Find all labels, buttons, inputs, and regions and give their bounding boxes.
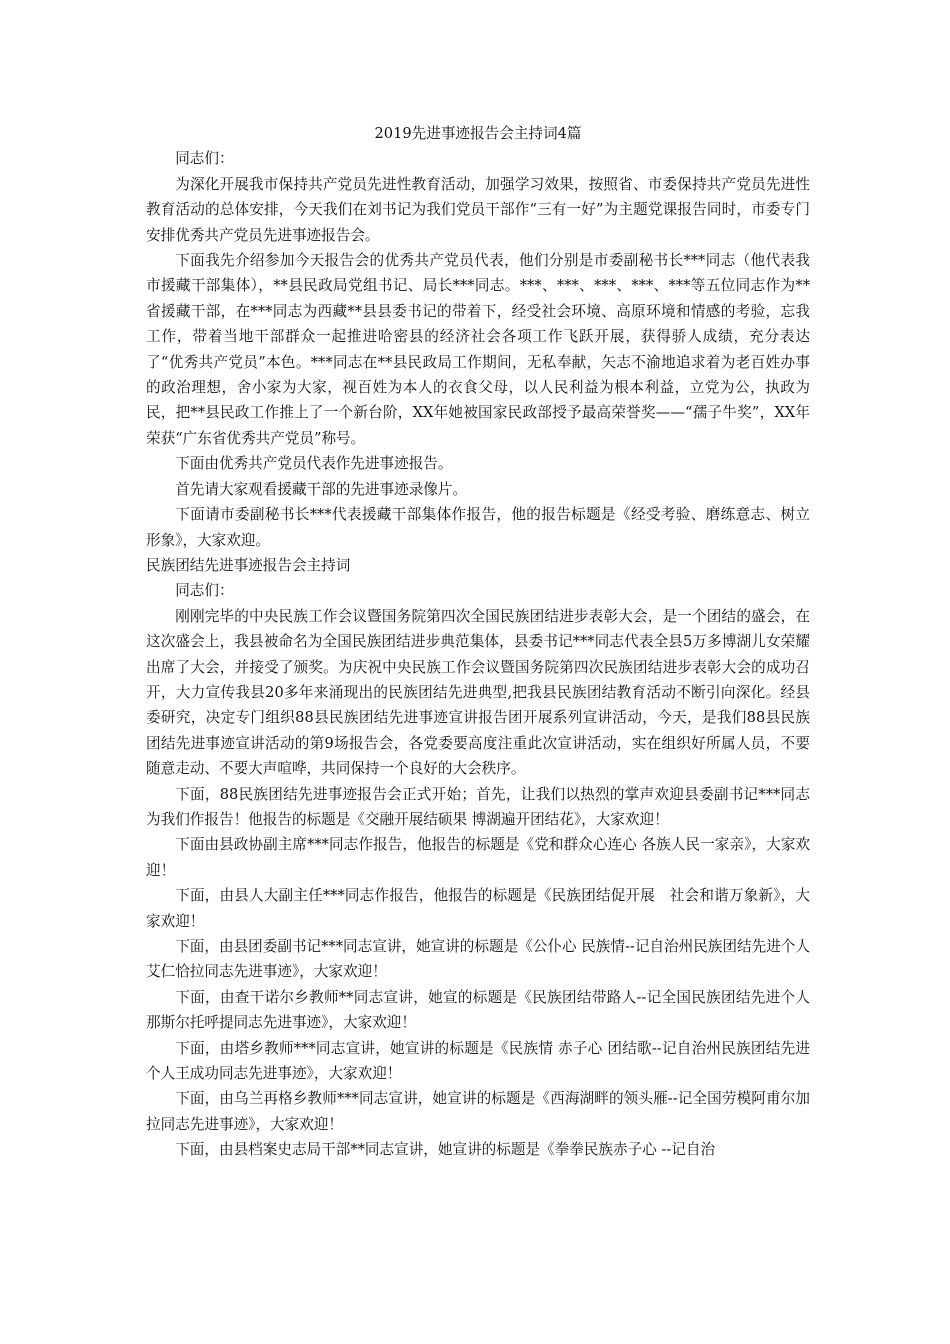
paragraph: 下面我先介绍参加今天报告会的优秀共产党员代表，他们分别是市委副秘书长***同志（他代表我市援藏干部集体），**县民政局党组书记、局长***同志。***、***、***、***、***等五位同志作为**省援藏干部，在***同志为西藏**县县委书记的带着下，经受社会环境、高原环境和情感的考验，忘我工作，带着当地干部群众一起推进哈密县的经济社会各项工作飞跃开展，获得骄人成绩，充分表达了“优秀共产党员”本色。***同志在**县民政局工作期间，无私奉献，矢志不渝地追求着为老百姓办事的政治理想，舍小家为大家，视百姓为本人的衣食父母，以人民利益为根本利益，立党为公，执政为民，把**县民政工作推上了一个新台阶，XX年她被国家民政部授予最高荣誉奖——“孺子牛奖”，XX年荣获“广东省优秀共产党员”称号。 (146, 252, 810, 447)
paragraph: 同志们： (175, 582, 234, 600)
paragraph-list (146, 146, 810, 1162)
document-title: 2019先进事迹报告会主持词4篇 (374, 125, 582, 142)
paragraph: 首先请大家观看援藏干部的先进事迹录像片。 (175, 480, 468, 498)
paragraph: 下面由县政协副主席***同志作报告，他报告的标题是《党和群众心连心 各族人民一家亲》，大家欢迎！ (146, 836, 810, 879)
paragraph: 下面，由县档案史志局干部**同志宣讲，她宣讲的标题是《拳拳民族赤子心 --记自治 (175, 1141, 716, 1159)
paragraph: 下面，由查干诺尔乡教师**同志宣讲，她宣的标题是《民族团结带路人--记全国民族团结先进个人那斯尔托呼提同志先进事迹》，大家欢迎！ (146, 988, 810, 1032)
paragraph: 下面由优秀共产党员代表作先进事迹报告。 (175, 455, 453, 473)
paragraph: 下面，由县人大副主任***同志作报告，他报告的标题是《民族团结促开展 社会和谐万象新》，大家欢迎！ (146, 887, 810, 930)
section-heading: 民族团结先进事迹报告会主持词 (146, 556, 351, 574)
paragraph: 下面，由乌兰再格乡教师***同志宣讲，她宣讲的标题是《西海湖畔的领头雁--记全国劳模阿甫尔加拉同志先进事迹》，大家欢迎！ (146, 1090, 810, 1133)
paragraph: 下面，由塔乡教师***同志宣讲，她宣讲的标题是《民族情 赤子心 团结歌--记自治州民族团结先进个人王成功同志先进事迹》，大家欢迎！ (146, 1039, 810, 1083)
paragraph: 下面，由县团委副书记***同志宣讲，她宣讲的标题是《公仆心 民族情--记自治州民族团结先进个人艾仁恰拉同志先进事迹》，大家欢迎！ (146, 938, 810, 981)
paragraph: 同志们： (175, 150, 234, 168)
paragraph: 下面，88民族团结先进事迹报告会正式开始；首先，让我们以热烈的掌声欢迎县委副书记***同志为我们作报告！他报告的标题是《交融开展结硕果 博湖遍开团结花》，大家欢迎！ (146, 785, 810, 828)
paragraph: 刚刚完毕的中央民族工作会议暨国务院第四次全国民族团结进步表彰大会，是一个团结的盛会，在这次盛会上，我县被命名为全国民族团结进步典范集体，县委书记***同志代表全县5万多博湖儿女荣耀出席了大会，并接受了颁奖。为庆祝中央民族工作会议暨国务院第四次民族团结进步表彰大会的成功召开，大力宣传我县20多年来涌现出的民族团结先进典型,把我县民族团结教育活动不断引向深化。经县委研究，决定专门组织88县民族团结先进事迹宣讲报告团开展系列宣讲活动，今天，是我们88县民族团结先进事迹宣讲活动的第9场报告会，各党委要高度注重此次宣讲活动，实在组织好所属人员，不要随意走动、不要大声喧哗，共同保持一个良好的大会秩序。 (146, 607, 810, 778)
document-body (146, 118, 810, 1163)
paragraph: 下面请市委副秘书长***代表援藏干部集体作报告，他的报告标题是《经受考验、磨练意志、树立形象》，大家欢迎。 (146, 506, 810, 549)
paragraph: 为深化开展我市保持共产党员先进性教育活动，加强学习效果，按照省、市委保持共产党员先进性教育活动的总体安排，今天我们在刘书记为我们党员干部作“三有一好”为主题党课报告同时，市委专门安排优秀共产党员先进事迹报告会。 (146, 175, 810, 244)
